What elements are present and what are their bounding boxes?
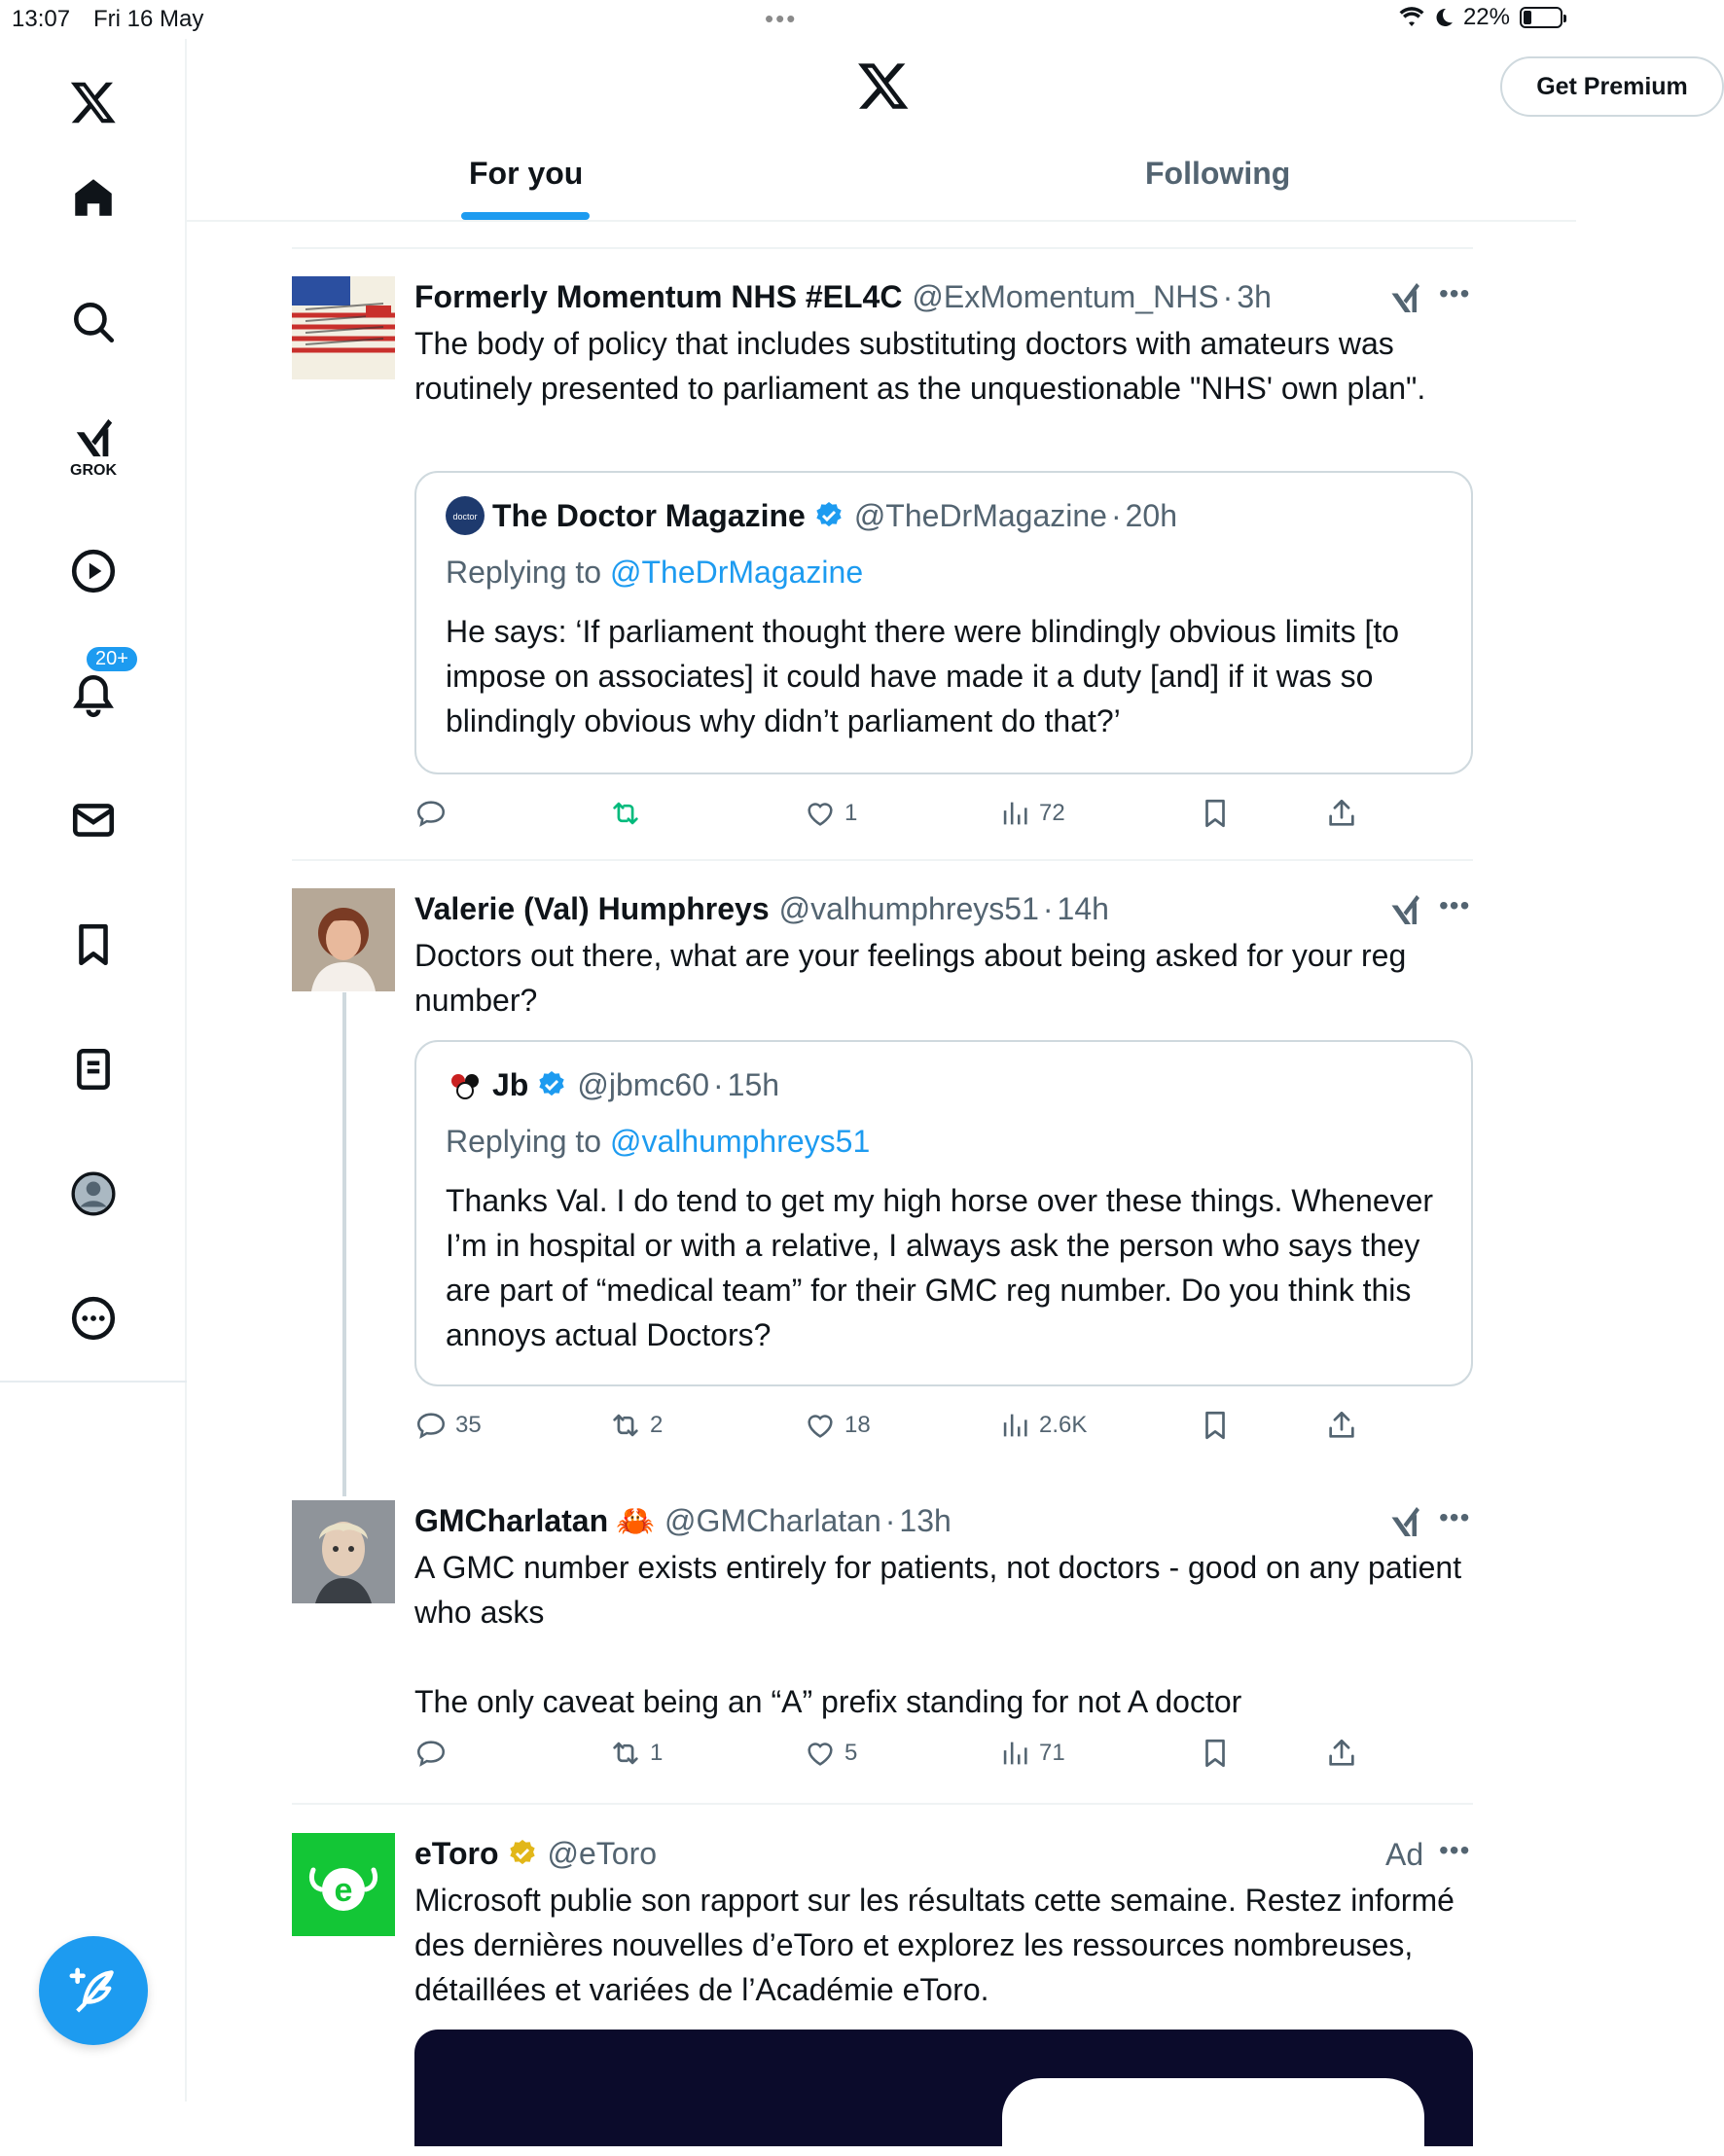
quote-author-handle[interactable]: @jbmc60: [577, 1066, 709, 1102]
repost-icon: [609, 1737, 642, 1770]
author-name[interactable]: Formerly Momentum NHS #EL4C: [414, 279, 903, 314]
share-icon: [1325, 1737, 1358, 1770]
like-icon: [804, 797, 837, 830]
repost-icon: [609, 1409, 642, 1442]
meta-separator: ·: [1110, 497, 1122, 533]
meta-separator: ·: [1042, 891, 1054, 926]
video-icon: [69, 547, 118, 595]
quote-header: [446, 496, 1177, 535]
compose-button[interactable]: [39, 1936, 148, 2045]
sidebar-item-more[interactable]: [0, 1275, 187, 1362]
author-handle[interactable]: @ExMomentum_NHS: [912, 279, 1219, 314]
sidebar: [0, 39, 187, 2102]
sidebar-item-lists[interactable]: [0, 1025, 187, 1113]
tweet-actions: [414, 1734, 1473, 1773]
share-button[interactable]: [1325, 1734, 1358, 1773]
quote-header: [446, 1065, 779, 1104]
tweet-body: [414, 888, 1473, 1023]
bookmark-button[interactable]: [1199, 1734, 1232, 1773]
author-name[interactable]: Valerie (Val) Humphreys: [414, 891, 770, 926]
list-icon: [69, 1045, 118, 1094]
replying-prefix: Replying to: [446, 1124, 602, 1159]
avatar: [446, 496, 485, 535]
grok-icon[interactable]: [1387, 280, 1422, 315]
ad-label: Ad: [1385, 1837, 1424, 1872]
wifi-icon: [1399, 7, 1424, 28]
reply-button[interactable]: [414, 1734, 455, 1773]
like-icon: [804, 1737, 837, 1770]
author-handle[interactable]: @eToro: [547, 1836, 658, 1871]
tweet-time[interactable]: 14h: [1057, 891, 1109, 926]
sidebar-item-grok[interactable]: [0, 399, 187, 496]
more-options-icon[interactable]: •••: [1439, 890, 1471, 920]
avatar[interactable]: [292, 888, 395, 991]
more-options-icon[interactable]: •••: [1439, 1502, 1471, 1532]
quote-author-name[interactable]: The Doctor Magazine: [492, 497, 806, 533]
x-logo-icon: [69, 78, 118, 126]
battery-percent: 22%: [1462, 4, 1510, 30]
battery-icon: [1520, 7, 1562, 28]
more-options-icon[interactable]: •••: [1439, 278, 1471, 308]
feed-divider: [292, 859, 1473, 861]
tweet-time[interactable]: 3h: [1237, 279, 1272, 314]
reply-count: 35: [455, 1412, 482, 1438]
ad-media-graphic: [1002, 2078, 1424, 2156]
views-button[interactable]: [998, 794, 1065, 833]
status-right: [1399, 4, 1562, 31]
quote-author-name[interactable]: Jb: [492, 1066, 529, 1102]
share-button[interactable]: [1325, 794, 1358, 833]
tab-for-you[interactable]: For you: [469, 156, 584, 191]
tweet-header: [414, 276, 1473, 317]
battery-fill: [1524, 11, 1531, 24]
sidebar-divider: [0, 1381, 187, 1383]
views-icon: [998, 1409, 1031, 1442]
x-logo-button[interactable]: [0, 58, 187, 146]
like-count: 18: [844, 1412, 871, 1438]
views-icon: [998, 1737, 1031, 1770]
status-bar: [0, 0, 1576, 39]
more-circle-icon: [69, 1294, 118, 1343]
active-tab-indicator: [461, 212, 590, 220]
verified-gold-icon: [507, 1838, 538, 1869]
replying-prefix: Replying to: [446, 555, 602, 590]
svg-text:e: e: [334, 1872, 353, 1909]
replying-to: [446, 1124, 870, 1160]
like-button[interactable]: [804, 794, 857, 833]
bookmark-icon: [69, 920, 118, 969]
author-name[interactable]: GMCharlatan: [414, 1503, 609, 1538]
more-options-icon[interactable]: •••: [1439, 1835, 1471, 1865]
sidebar-item-notifications[interactable]: [0, 648, 187, 739]
verified-icon: [813, 500, 844, 531]
author-name[interactable]: eToro: [414, 1836, 499, 1871]
tweet-actions: [414, 794, 1473, 833]
reply-icon: [414, 1737, 448, 1770]
svg-text:doctor: doctor: [452, 512, 478, 521]
tweet-actions: [414, 1406, 1473, 1445]
reply-button[interactable]: [414, 1406, 482, 1445]
meta-separator: ·: [884, 1503, 896, 1538]
sidebar-item-home[interactable]: [0, 154, 187, 241]
profile-icon: [69, 1169, 118, 1218]
meta-separator: ·: [712, 1066, 724, 1102]
notification-badge: 20+: [84, 644, 140, 674]
share-button[interactable]: [1325, 1406, 1358, 1445]
grok-icon[interactable]: [1387, 892, 1422, 927]
meta-separator: ·: [1222, 279, 1234, 314]
like-button[interactable]: [804, 1406, 871, 1445]
tweet[interactable]: [292, 888, 1473, 1453]
status-time: 13:07: [12, 6, 71, 32]
views-button[interactable]: [998, 1734, 1065, 1773]
header-logo[interactable]: [856, 58, 911, 118]
like-count: 1: [844, 800, 858, 826]
status-date: Fri 16 May: [93, 6, 204, 32]
replying-to: [446, 555, 863, 591]
bell-icon: [69, 671, 118, 720]
quote-author-handle[interactable]: @TheDrMagazine: [853, 497, 1107, 533]
views-button[interactable]: [998, 1406, 1087, 1445]
compose-icon: [66, 1963, 121, 2018]
tweet-text: Doctors out there, what are your feelings about being asked for your reg number?: [414, 938, 1407, 1018]
tweet-header: [414, 1500, 1473, 1541]
tweet[interactable]: [292, 1500, 1473, 1773]
share-icon: [1325, 1409, 1358, 1442]
quote-text: He says: ‘If parliament thought there were blindingly obvious limits [to impose on associates] it could have made it a duty [and] if it was so blindingly obvious why didn’t parliament do that?’: [446, 614, 1400, 738]
sidebar-item-explore[interactable]: [0, 278, 187, 366]
reply-button[interactable]: [414, 794, 455, 833]
bookmark-icon: [1199, 1409, 1232, 1442]
author-handle[interactable]: @valhumphreys51: [778, 891, 1039, 926]
sidebar-item-bookmarks[interactable]: [0, 901, 187, 988]
ad-media[interactable]: [414, 2030, 1473, 2146]
tweet-header: [414, 888, 1473, 929]
repost-count: 1: [650, 1740, 664, 1766]
bookmark-icon: [1199, 797, 1232, 830]
like-icon: [804, 1409, 837, 1442]
tweet-body: [414, 276, 1473, 411]
repost-count: 2: [650, 1412, 664, 1438]
tweet-time[interactable]: 13h: [899, 1503, 952, 1538]
home-icon: [69, 173, 118, 222]
replying-handle-link[interactable]: @valhumphreys51: [609, 1124, 871, 1159]
tweet-text: The body of policy that includes substituting doctors with amateurs was routinely presented to parliament as the unquestionable "NHS' own plan".: [414, 326, 1426, 406]
like-button[interactable]: [804, 1734, 857, 1773]
avatar[interactable]: [292, 1833, 395, 1936]
sidebar-item-video[interactable]: [0, 527, 187, 615]
views-count: 71: [1039, 1740, 1065, 1766]
reply-icon: [414, 797, 448, 830]
share-icon: [1325, 797, 1358, 830]
tab-following[interactable]: Following: [1145, 156, 1291, 191]
quote-tweet[interactable]: [414, 471, 1473, 774]
avatar[interactable]: [292, 1500, 395, 1603]
views-count: 2.6K: [1039, 1412, 1088, 1438]
tweet-text: Microsoft publie son rapport sur les résultats cette semaine. Restez informé des dernières nouvelles d’eToro et explorez les ressources nombreuses, détaillées et variées de l’Académie eToro.: [414, 1883, 1455, 2007]
bookmark-icon: [1199, 1737, 1232, 1770]
moon-icon: [1434, 7, 1454, 28]
timeline-header: [187, 39, 1688, 222]
etoro-logo-icon: [292, 1833, 395, 1936]
author-handle[interactable]: @GMCharlatan: [664, 1503, 881, 1538]
search-icon: [69, 298, 118, 346]
views-icon: [998, 797, 1031, 830]
repost-button[interactable]: [609, 1406, 663, 1445]
sidebar-item-profile[interactable]: [0, 1150, 187, 1238]
verified-icon: [536, 1069, 567, 1100]
crab-emoji: 🦀: [616, 1503, 655, 1538]
tweet-header: [414, 1833, 1473, 1874]
sidebar-item-messages[interactable]: [0, 776, 187, 864]
repost-button[interactable]: [609, 794, 650, 833]
mail-icon: [69, 796, 118, 844]
quote-tweet[interactable]: [414, 1040, 1473, 1386]
avatar[interactable]: [292, 276, 395, 379]
grok-icon[interactable]: [1387, 1504, 1422, 1539]
x-logo-icon: [856, 58, 911, 113]
tweet-body: [414, 1833, 1473, 2012]
grok-label: GROK: [70, 462, 117, 479]
get-premium-button[interactable]: Get Premium: [1500, 56, 1724, 117]
tweet-text: A GMC number exists entirely for patients, not doctors - good on any patient who asks The only caveat being an “A” prefix standing for not A doctor: [414, 1550, 1462, 1719]
like-count: 5: [844, 1740, 858, 1766]
tweet-body: [414, 1500, 1473, 1724]
reply-icon: [414, 1409, 448, 1442]
quote-text: Thanks Val. I do tend to get my high horse over these things. Whenever I’m in hospital or with a relative, I always ask the person who says they are part of “medical team” for their GMC reg number. Do you think this annoys actual Doctors?: [446, 1183, 1434, 1352]
bookmark-button[interactable]: [1199, 794, 1232, 833]
repost-button[interactable]: [609, 1734, 663, 1773]
quote-time: 15h: [727, 1066, 780, 1102]
tweet[interactable]: [292, 276, 1473, 841]
repost-icon: [609, 797, 642, 830]
feed-divider: [292, 1803, 1473, 1805]
grok-icon: [71, 415, 116, 460]
quote-time: 20h: [1125, 497, 1177, 533]
views-count: 72: [1039, 800, 1065, 826]
multitask-dots[interactable]: •••: [765, 4, 798, 33]
bookmark-button[interactable]: [1199, 1406, 1232, 1445]
avatar: [446, 1065, 485, 1104]
replying-handle-link[interactable]: @TheDrMagazine: [609, 555, 864, 590]
feed-divider: [292, 247, 1473, 249]
